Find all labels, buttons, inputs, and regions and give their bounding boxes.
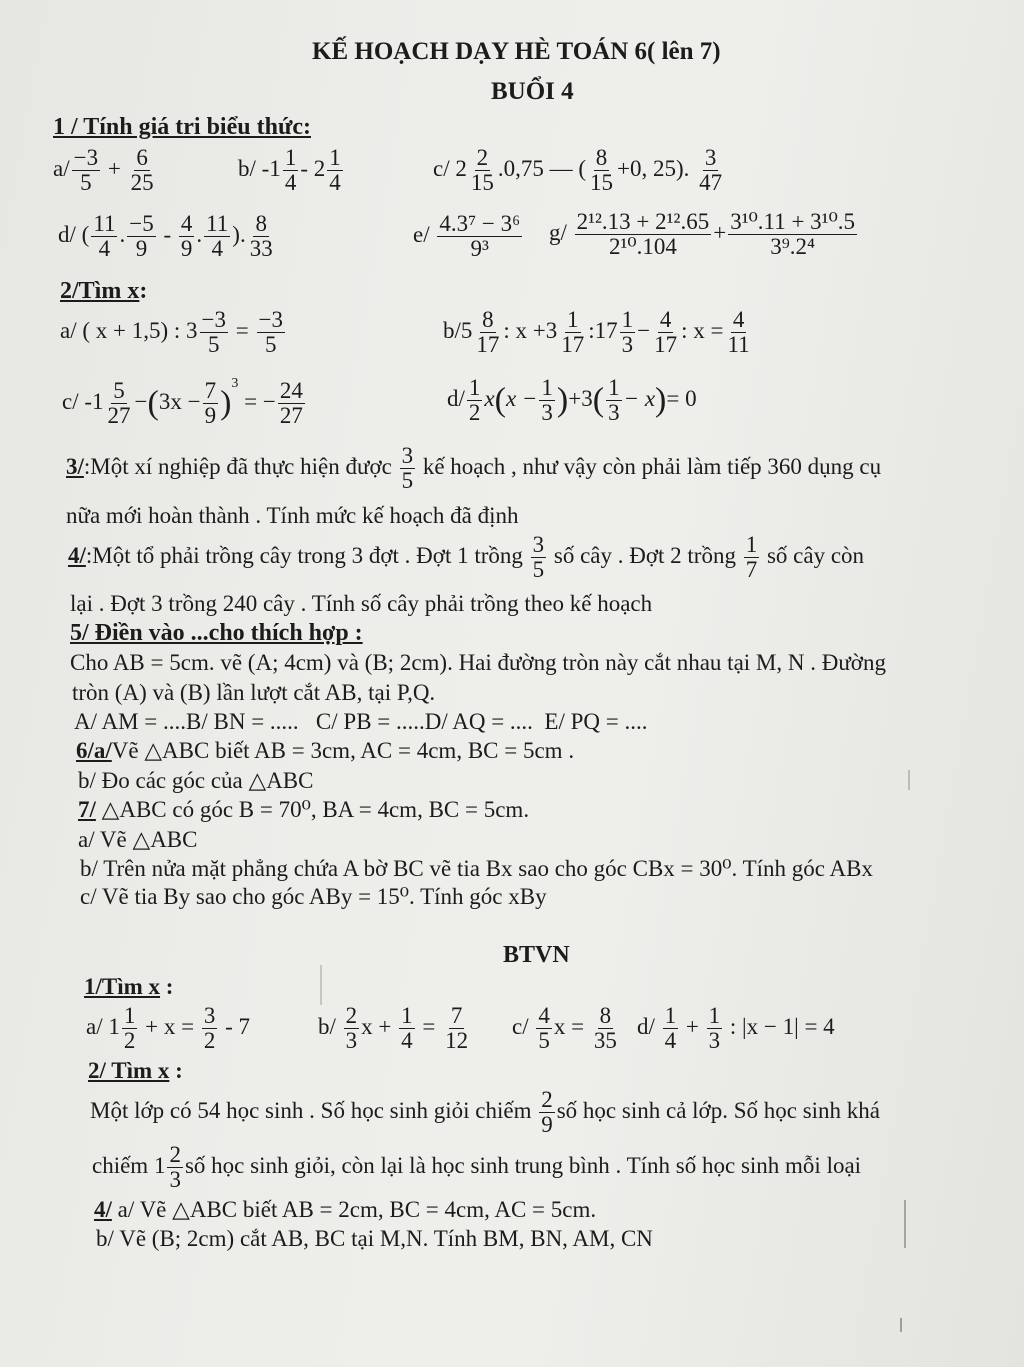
fraction — [536, 1004, 552, 1053]
fraction — [697, 146, 724, 195]
math-text: +3 — [568, 385, 593, 411]
numerator: 2 — [541, 1087, 553, 1112]
numerator: −5 — [129, 211, 154, 236]
fraction — [399, 1004, 415, 1053]
fraction — [400, 444, 416, 493]
denominator: 33 — [249, 236, 273, 262]
exercise-5-blanks: A/ AM = ....B/ BN = ..... C/ PB = .....D/ AQ = .... E/ PQ = .... — [74, 709, 648, 734]
math-text: △ABC có góc B = 70⁰, BA = 4cm, BC = 5cm. — [95, 797, 530, 822]
math-text: .0,75 — ( — [497, 155, 587, 181]
math-text: 3/ — [66, 453, 84, 479]
math-text: : x +3 — [503, 317, 558, 343]
numerator: 11 — [206, 211, 229, 236]
denominator: 5 — [532, 557, 545, 583]
exercise-5-line1: Cho AB = 5cm. vẽ (A; 4cm) và (B; 2cm). Hai đường tròn này cắt nhau tại M, N . Đường — [70, 650, 886, 675]
math-text: x − — [505, 385, 538, 411]
denominator: 5 — [208, 332, 220, 358]
fraction — [200, 308, 228, 357]
math-text: ( — [494, 381, 506, 419]
fraction — [443, 1004, 470, 1053]
exercise-1c — [433, 146, 726, 195]
denominator: 27 — [107, 403, 131, 429]
math-text: số cây còn — [766, 542, 865, 568]
math-text: b/ -1 — [238, 155, 281, 181]
denominator: 25 — [130, 170, 154, 196]
denominator: 17 — [561, 332, 585, 358]
math-text: +0, 25). — [617, 155, 690, 181]
exercise-7-line1 — [78, 797, 529, 823]
math-text: : |x − 1| = 4 — [729, 1013, 835, 1039]
math-text: − — [637, 317, 651, 343]
math-text: : x = — [681, 317, 724, 343]
denominator: 9 — [541, 1112, 553, 1138]
exercise-1e — [413, 212, 524, 261]
denominator: 2¹⁰.104 — [608, 234, 677, 260]
numerator: 2¹².13 + 2¹².65 — [576, 209, 710, 234]
math-text: - 7 — [225, 1013, 250, 1039]
scan-mark — [320, 965, 322, 1005]
homework-4-line1 — [94, 1197, 596, 1223]
numerator: 1 — [541, 375, 553, 400]
math-text: ) — [655, 381, 667, 419]
exercise-1d — [58, 212, 277, 261]
math-text: x + — [361, 1013, 392, 1039]
denominator: 5 — [80, 170, 92, 196]
math-text: d/ ( — [58, 221, 90, 247]
math-text: . — [196, 221, 203, 247]
math-text: + — [713, 219, 727, 245]
denominator: 3 — [169, 1167, 181, 1193]
homework-1-heading — [84, 974, 173, 1000]
numerator: 4.3⁷ − 3⁶ — [439, 211, 521, 236]
denominator: 27 — [279, 403, 303, 429]
fraction — [531, 533, 547, 582]
denominator: 7 — [745, 557, 758, 583]
numerator: 3¹⁰.11 + 3¹⁰.5 — [730, 209, 856, 234]
math-text: ( — [147, 384, 159, 422]
math-text: số cây . Đợt 2 trồng — [553, 542, 736, 568]
math-text: 2/Tìm x — [60, 278, 140, 304]
exercise-7-line2: a/ Vẽ △ABC — [78, 827, 198, 852]
numerator: 7 — [450, 1003, 463, 1028]
section-1-heading: 1 / Tính giá tri biểu thức: — [53, 114, 311, 140]
math-text: ( — [592, 381, 605, 419]
numerator: 11 — [93, 211, 116, 236]
denominator: 2 — [203, 1028, 216, 1054]
fraction — [620, 308, 636, 357]
denominator: 15 — [470, 170, 494, 196]
numerator: 1 — [608, 375, 620, 400]
numerator: 4 — [659, 307, 672, 332]
math-text: = 0 — [666, 385, 697, 411]
denominator: 11 — [727, 332, 750, 358]
math-text: ) — [556, 381, 569, 419]
exercise-4-line2: lại . Đợt 3 trồng 240 cây . Tính số cây phải trồng theo kế hoạch — [70, 591, 653, 616]
denominator: 9 — [180, 236, 193, 262]
numerator: 3 — [203, 1003, 216, 1028]
math-text: chiếm 1 — [92, 1152, 166, 1178]
fraction — [257, 308, 285, 357]
homework-4-line2: b/ Vẽ (B; 2cm) cắt AB, BC tại M,N. Tính BM, BN, AM, CN — [96, 1226, 653, 1251]
math-text: + x = — [145, 1013, 195, 1039]
numerator: 1 — [708, 1003, 721, 1028]
denominator: 3 — [541, 400, 553, 426]
fraction — [728, 210, 857, 259]
numerator: 8 — [599, 1003, 612, 1028]
math-text: − x — [623, 385, 656, 411]
math-text: e/ — [413, 221, 430, 247]
denominator: 12 — [445, 1028, 469, 1054]
math-text: kế hoạch , như vậy còn phải làm tiếp 360 dụng cụ — [422, 453, 882, 479]
fraction — [283, 146, 299, 195]
numerator: 1 — [401, 1003, 413, 1028]
numerator: 1 — [567, 307, 579, 332]
exercise-7-line3: b/ Trên nửa mặt phẳng chứa A bờ BC vẽ tia Bx sao cho góc CBx = 30⁰. Tính góc ABx — [80, 856, 873, 881]
math-text: x = — [553, 1013, 585, 1039]
math-text: Vẽ △ABC biết AB = 3cm, AC = 4cm, BC = 5cm . — [111, 738, 575, 763]
math-text: a/ 1 — [86, 1013, 120, 1039]
section-2-heading — [60, 278, 147, 306]
math-text: a/ — [53, 155, 70, 181]
numerator: 4 — [732, 307, 745, 332]
denominator: 15 — [590, 170, 614, 196]
denominator: 4 — [664, 1028, 677, 1054]
math-text: số học sinh cả lớp. Số học sinh khá — [556, 1097, 881, 1123]
denominator: 9 — [204, 403, 217, 429]
denominator: 3 — [708, 1028, 721, 1054]
exercise-1a — [53, 146, 158, 195]
numerator: 4 — [538, 1003, 550, 1028]
fraction — [437, 212, 522, 261]
math-text: a/ Vẽ △ABC biết AB = 2cm, BC = 4cm, AC = 5cm. — [111, 1197, 597, 1222]
math-text: b/5 — [443, 317, 473, 343]
exercise-6-line2: b/ Đo các góc của △ABC — [78, 768, 314, 793]
fraction — [72, 146, 100, 195]
fraction — [539, 1088, 555, 1137]
fraction — [663, 1004, 679, 1053]
fraction — [278, 379, 305, 428]
homework-heading: BTVN — [503, 942, 570, 968]
math-text: d/ — [637, 1013, 655, 1039]
math-text: = — [422, 1013, 436, 1039]
math-text: 6/a/ — [76, 738, 112, 763]
math-text: = − — [244, 389, 276, 414]
scan-mark — [908, 770, 910, 790]
fraction — [204, 212, 230, 261]
numerator: 5 — [113, 378, 125, 404]
denominator: 4 — [284, 170, 297, 196]
numerator: −3 — [73, 145, 99, 170]
math-text: − — [134, 389, 148, 414]
math-text: ). — [232, 221, 246, 247]
numerator: 3 — [532, 532, 545, 557]
fraction — [559, 308, 586, 357]
numerator: 7 — [204, 378, 217, 404]
exercise-6-line1 — [76, 738, 574, 764]
homework-2-line1 — [90, 1088, 880, 1137]
fraction — [167, 1143, 183, 1192]
math-text: : — [139, 278, 148, 304]
numerator: −3 — [258, 307, 283, 332]
fraction — [467, 376, 483, 425]
math-text: x — [484, 385, 495, 411]
fraction — [606, 376, 622, 425]
math-text: : — [169, 1058, 183, 1083]
exercise-7-line4: c/ Vẽ tia By sao cho góc ABy = 15⁰. Tính góc xBy — [80, 884, 547, 909]
numerator: 2 — [345, 1003, 358, 1028]
numerator: 3 — [704, 145, 717, 170]
denominator: 2 — [123, 1028, 136, 1054]
fraction — [248, 212, 275, 261]
fraction — [744, 533, 760, 582]
math-text: :Một tổ phải trồng cây trong 3 đợt . Đợt 1 trồng — [85, 542, 523, 568]
denominator: 4 — [98, 236, 111, 262]
math-text: :Một xí nghiệp đã thực hiện được — [83, 453, 392, 479]
numerator: −3 — [201, 307, 227, 332]
math-text: - — [163, 221, 172, 247]
denominator: 3⁹.2⁴ — [770, 234, 816, 260]
denominator: 9 — [135, 236, 148, 262]
denominator: 2 — [468, 400, 481, 426]
denominator: 3 — [345, 1028, 358, 1054]
exercise-3-line2: nữa mới hoàn thành . Tính mức kế hoạch đã định — [66, 503, 519, 528]
exercise-4-line1 — [68, 533, 864, 582]
numerator: 24 — [279, 378, 303, 404]
fraction — [327, 146, 343, 195]
numerator: 8 — [595, 145, 608, 170]
page-title: KẾ HOẠCH DẠY HÈ TOÁN 6( lên 7) — [312, 38, 721, 65]
math-text: + — [107, 155, 121, 181]
exercise-1g — [549, 210, 859, 259]
denominator: 4 — [401, 1028, 413, 1054]
fraction — [127, 212, 155, 261]
math-text: 3x − — [158, 389, 201, 414]
scan-mark — [900, 1318, 902, 1332]
homework-2-line2 — [92, 1143, 861, 1192]
exercise-3-line1 — [66, 444, 881, 493]
numerator: 2 — [476, 145, 489, 170]
math-text: g/ — [549, 219, 567, 245]
numerator: 1 — [621, 307, 634, 332]
math-text: c/ — [512, 1013, 529, 1039]
numerator: 1 — [284, 145, 297, 170]
fraction — [588, 146, 615, 195]
denominator: 4 — [211, 236, 223, 262]
math-text: 4/ — [68, 542, 86, 568]
denominator: 3 — [621, 332, 634, 358]
homework-1b — [318, 1004, 472, 1053]
numerator: 1 — [664, 1003, 677, 1028]
section-5-heading: 5/ Điền vào ...cho thích hợp : — [70, 620, 363, 646]
scan-mark — [904, 1200, 906, 1248]
exercise-5-line2: tròn (A) và (B) lần lượt cắt AB, tại P,Q. — [72, 680, 436, 705]
denominator: 47 — [699, 170, 723, 196]
exercise-2c — [62, 376, 307, 428]
denominator: 17 — [476, 332, 500, 358]
math-text: 1/Tìm x — [84, 974, 161, 999]
math-text: 7/ — [78, 797, 96, 822]
session-label: BUỔI 4 — [491, 78, 574, 105]
numerator: 1 — [123, 1003, 136, 1028]
fraction — [539, 376, 555, 425]
math-text: số học sinh giỏi, còn lại là học sinh trung bình . Tính số học sinh mỗi loại — [184, 1152, 862, 1178]
homework-2-heading — [88, 1058, 183, 1084]
numerator: 1 — [468, 375, 481, 400]
fraction — [469, 146, 496, 195]
exercise-2a — [60, 308, 287, 357]
fraction — [106, 379, 133, 428]
fraction — [707, 1004, 723, 1053]
math-text: = — [235, 317, 249, 343]
homework-1a — [86, 1004, 250, 1053]
denominator: 35 — [593, 1028, 617, 1054]
exercise-1b — [238, 146, 345, 195]
fraction — [592, 1004, 619, 1053]
numerator: 8 — [482, 307, 494, 332]
math-text: :17 — [588, 317, 618, 343]
math-text: - 2 — [300, 155, 326, 181]
math-text: . — [119, 221, 126, 247]
fraction — [726, 308, 752, 357]
denominator: 5 — [264, 332, 277, 358]
denominator: 17 — [654, 332, 678, 358]
denominator: 5 — [538, 1028, 550, 1054]
numerator: 2 — [169, 1142, 181, 1167]
denominator: 3 — [608, 400, 620, 426]
fraction — [202, 1004, 218, 1053]
denominator: 4 — [329, 170, 341, 196]
fraction — [575, 210, 712, 259]
exponent: 3 — [231, 376, 239, 391]
fraction — [122, 1004, 138, 1053]
homework-1d — [637, 1004, 835, 1053]
homework-1c — [512, 1004, 621, 1053]
math-text: d/ — [447, 385, 465, 411]
exercise-2d — [447, 376, 697, 425]
math-text: c/ 2 — [433, 155, 467, 181]
numerator: 1 — [745, 532, 758, 557]
numerator: 4 — [180, 211, 193, 236]
math-text: 2/ Tìm x — [88, 1058, 170, 1083]
exercise-2b — [443, 308, 754, 357]
fraction — [652, 308, 679, 357]
math-text: c/ -1 — [62, 389, 104, 414]
numerator: 6 — [136, 145, 148, 170]
math-text: ) — [220, 384, 232, 422]
denominator: 9³ — [470, 236, 489, 262]
math-text: : — [160, 974, 174, 999]
numerator: 8 — [255, 211, 267, 236]
math-text: b/ — [318, 1013, 336, 1039]
fraction — [129, 146, 156, 195]
fraction — [179, 212, 195, 261]
numerator: 3 — [401, 443, 414, 468]
math-text: + — [685, 1013, 699, 1039]
math-text: a/ ( x + 1,5) : 3 — [60, 317, 198, 343]
fraction — [344, 1004, 360, 1053]
math-text: Một lớp có 54 học sinh . Số học sinh giỏi chiếm — [90, 1097, 532, 1123]
denominator: 5 — [401, 468, 414, 494]
numerator: 1 — [329, 145, 341, 170]
fraction — [474, 308, 501, 357]
math-text: 4/ — [94, 1197, 112, 1222]
fraction — [91, 212, 117, 261]
fraction — [203, 379, 219, 428]
